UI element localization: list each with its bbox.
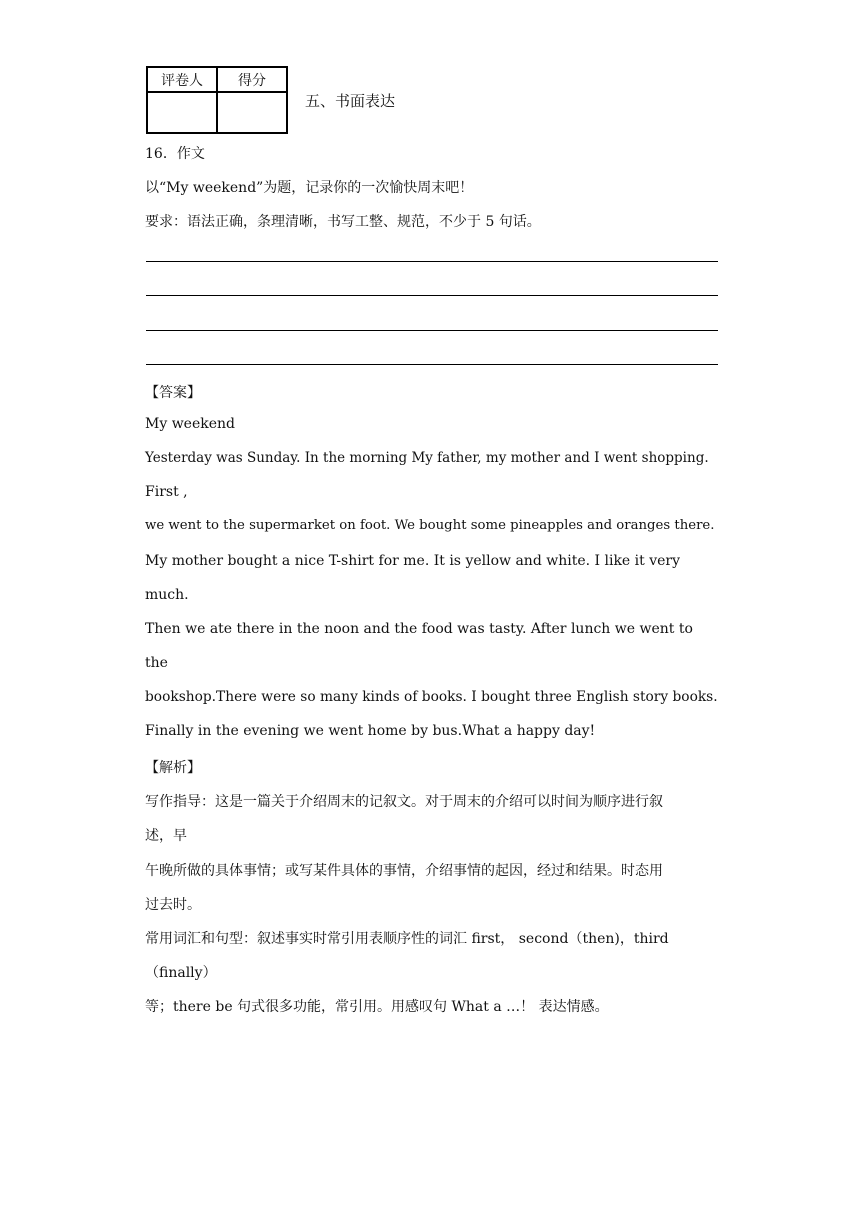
answer-line: Then we ate there in the noon and the food was tasty. After lunch we went to (145, 621, 693, 637)
writing-line (146, 330, 718, 331)
score-header: 得分 (217, 67, 287, 92)
analysis-line: 过去时。 (145, 897, 201, 913)
answer-line: Yesterday was Sunday. In the morning My father, my mother and I went shopping. (145, 450, 709, 466)
analysis-line: 述，早 (145, 828, 187, 844)
question-prompt: 以“My weekend”为题，记录你的一次愉快周末吧！ (145, 180, 474, 196)
score-cell (217, 92, 287, 133)
section-title: 五、书面表达 (305, 92, 396, 110)
analysis-line: 常用词汇和句型：叙述事实时常引用表顺序性的词汇 first， second（then)，third (145, 931, 669, 947)
analysis-line: （finally） (145, 965, 217, 981)
answer-label: 【答案】 (145, 385, 201, 401)
question-requirements: 要求：语法正确，条理清晰，书写工整、规范，不少于 5 句话。 (145, 214, 541, 230)
answer-line: much. (145, 587, 189, 603)
question-number: 16．作文 (145, 146, 205, 162)
answer-line: My mother bought a nice T-shirt for me. It is yellow and white. I like it very (145, 553, 681, 569)
reviewer-header: 评卷人 (147, 67, 217, 92)
answer-line: My weekend (145, 416, 235, 432)
analysis-label: 【解析】 (145, 760, 201, 776)
answer-line: First , (145, 484, 188, 500)
answer-line: Finally in the evening we went home by bus.What a happy day! (145, 723, 596, 739)
score-table (146, 66, 288, 134)
reviewer-cell (147, 92, 217, 133)
writing-line (146, 261, 718, 262)
writing-line (146, 364, 718, 365)
analysis-line: 等；there be 句式很多功能，常引用。用感叹句 What a …！ 表达情感。 (145, 999, 609, 1015)
analysis-line: 写作指导：这是一篇关于介绍周末的记叙文。对于周末的介绍可以时间为顺序进行叙 (145, 794, 663, 810)
answer-line: the (145, 655, 168, 671)
analysis-line: 午晚所做的具体事情；或写某件具体的事情，介绍事情的起因，经过和结果。时态用 (145, 863, 663, 879)
answer-line: bookshop.There were so many kinds of books. I bought three English story books. (145, 689, 718, 705)
answer-line: we went to the supermarket on foot. We bought some pineapples and oranges there. (145, 518, 715, 533)
writing-line (146, 295, 718, 296)
